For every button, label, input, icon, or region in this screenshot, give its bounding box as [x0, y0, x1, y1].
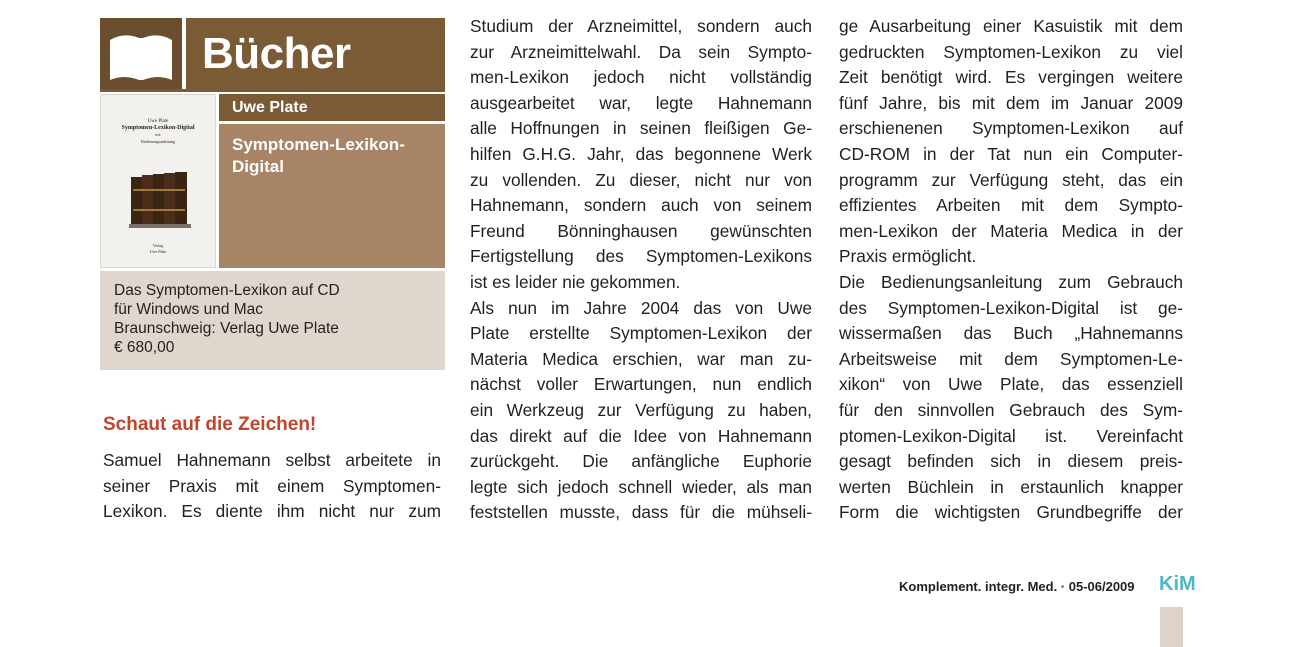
text-line: Freund Bönninghausen gewünschten	[470, 220, 812, 241]
cover-title: Symptomen-Lexikon-Digital	[121, 125, 195, 131]
text-line: gedruckten Symptomen-Lexikon zu viel	[839, 41, 1183, 62]
text-line: effizientes Arbeiten mit dem Sympto-	[839, 195, 1183, 216]
text-line: nächst voller Erwartungen, nun endlich	[470, 374, 812, 395]
text-line: Materia Medica erschien, war man zu-	[470, 348, 812, 369]
text-line: ge Ausarbeitung einer Kasuistik mit dem	[839, 16, 1183, 36]
text-column-1	[103, 448, 441, 525]
page-tab-marker	[1160, 607, 1183, 647]
text-line: ausgearbeitet war, legte Hahnemann	[470, 92, 812, 113]
text-line: wissermaßen das Buch „Hahnemanns	[839, 323, 1183, 344]
kim-logo: KiM	[1159, 573, 1196, 595]
book-info-line: Braunschweig: Verlag Uwe Plate	[114, 320, 339, 337]
header-divider	[100, 89, 445, 92]
cover-subtitle-2: Bedienungsanleitung	[141, 139, 175, 144]
text-line: Zeit benötigt wird. Es vergingen weitere	[839, 67, 1183, 88]
book-stack-illustration	[129, 169, 191, 229]
text-line: Arbeitsweise mit dem Symptomen-Le-	[839, 348, 1183, 369]
text-line: ist es leider nie gekommen.	[470, 271, 681, 292]
text-line: ptomen-Lexikon-Digital ist. Vereinfacht	[839, 425, 1183, 446]
book-price: € 680,00	[114, 339, 175, 356]
text-line: Als nun im Jahre 2004 das von Uwe	[470, 297, 812, 318]
book-title-line-2: Digital	[232, 157, 284, 176]
text-column-3	[839, 14, 1183, 526]
text-line: men-Lexikon der Materia Medica in der	[839, 220, 1183, 241]
text-line: zur Arzneimittelwahl. Da sein Sympto-	[470, 41, 812, 62]
article-subheading: Schaut auf die Zeichen!	[103, 414, 317, 435]
text-line: Samuel Hahnemann selbst arbeitete in	[103, 450, 441, 470]
text-line: seiner Praxis mit einem Symptomen-	[103, 475, 441, 496]
text-line: xikon“ von Uwe Plate, das essenziell	[839, 374, 1183, 395]
text-line: men-Lexikon jedoch nicht vollständig	[470, 67, 812, 88]
text-line: CD-ROM in der Tat nun ein Computer-	[839, 143, 1183, 164]
journal-citation: Komplement. integr. Med. · 05-06/2009	[899, 579, 1135, 594]
section-header	[100, 18, 445, 89]
open-book-icon	[100, 18, 182, 89]
text-line: des Symptomen-Lexikon-Digital ist ge-	[839, 297, 1183, 318]
text-column-2	[470, 14, 812, 526]
text-line: alle Hoffnungen in seinen fleißigen Ge-	[470, 118, 812, 139]
text-line: Praxis ermöglicht.	[839, 246, 977, 267]
text-line: legte sich jedoch schnell wieder, als man	[470, 476, 812, 497]
section-title: Bücher	[186, 18, 445, 89]
book-title-box	[219, 124, 445, 268]
text-line: das direkt auf die Idee von Hahnemann	[470, 425, 812, 446]
text-line: Hahnemann, sondern auch von seinem	[470, 195, 812, 216]
text-line: Fertigstellung des Symptomen-Lexikons	[470, 246, 812, 267]
text-line: gesagt befinden sich in diesem preis-	[839, 451, 1183, 472]
book-cover-image	[100, 94, 216, 268]
text-line: ein Werkzeug zur Verfügung zu haben,	[470, 399, 812, 420]
book-title-line-1: Symptomen-Lexikon-	[232, 135, 405, 154]
text-line: Lexikon. Es diente ihm nicht nur zum	[103, 501, 441, 522]
text-line: Form die wichtigsten Grundbegriffe der	[839, 502, 1183, 523]
text-line: zurückgeht. Die anfängliche Euphorie	[470, 451, 812, 472]
text-line: erschienenen Symptomen-Lexikon auf	[839, 118, 1183, 139]
book-info-line: Das Symptomen-Lexikon auf CD	[114, 282, 340, 299]
cover-subtitle-1: mit	[155, 132, 161, 137]
cover-publisher-label: Verlag	[152, 243, 164, 248]
text-line: feststellen musste, dass für die mühseli-	[470, 502, 812, 523]
text-line: programm zur Verfügung steht, das ein	[839, 169, 1183, 190]
text-line: Studium der Arzneimittel, sondern auch	[470, 16, 812, 36]
text-line: für den sinnvollen Gebrauch des Sym-	[839, 399, 1183, 420]
book-author: Uwe Plate	[219, 94, 445, 121]
text-line: fünf Jahre, bis mit dem im Januar 2009	[839, 92, 1183, 113]
text-line: Die Bedienungsanleitung zum Gebrauch	[839, 271, 1183, 292]
book-info-box	[100, 271, 445, 370]
text-line: hilfen G.H.G. Jahr, das begonnene Werk	[470, 143, 812, 164]
cover-publisher-name: Uwe Plate	[149, 249, 167, 254]
text-line: werten Büchlein in erstaunlich knapper	[839, 476, 1183, 497]
text-line: Plate erstellte Symptomen-Lexikon der	[470, 323, 812, 344]
cover-author: Uwe Plate	[147, 119, 169, 124]
book-info-line: für Windows und Mac	[114, 301, 264, 318]
text-line: zu vollenden. Zu dieser, nicht nur von	[470, 169, 812, 190]
